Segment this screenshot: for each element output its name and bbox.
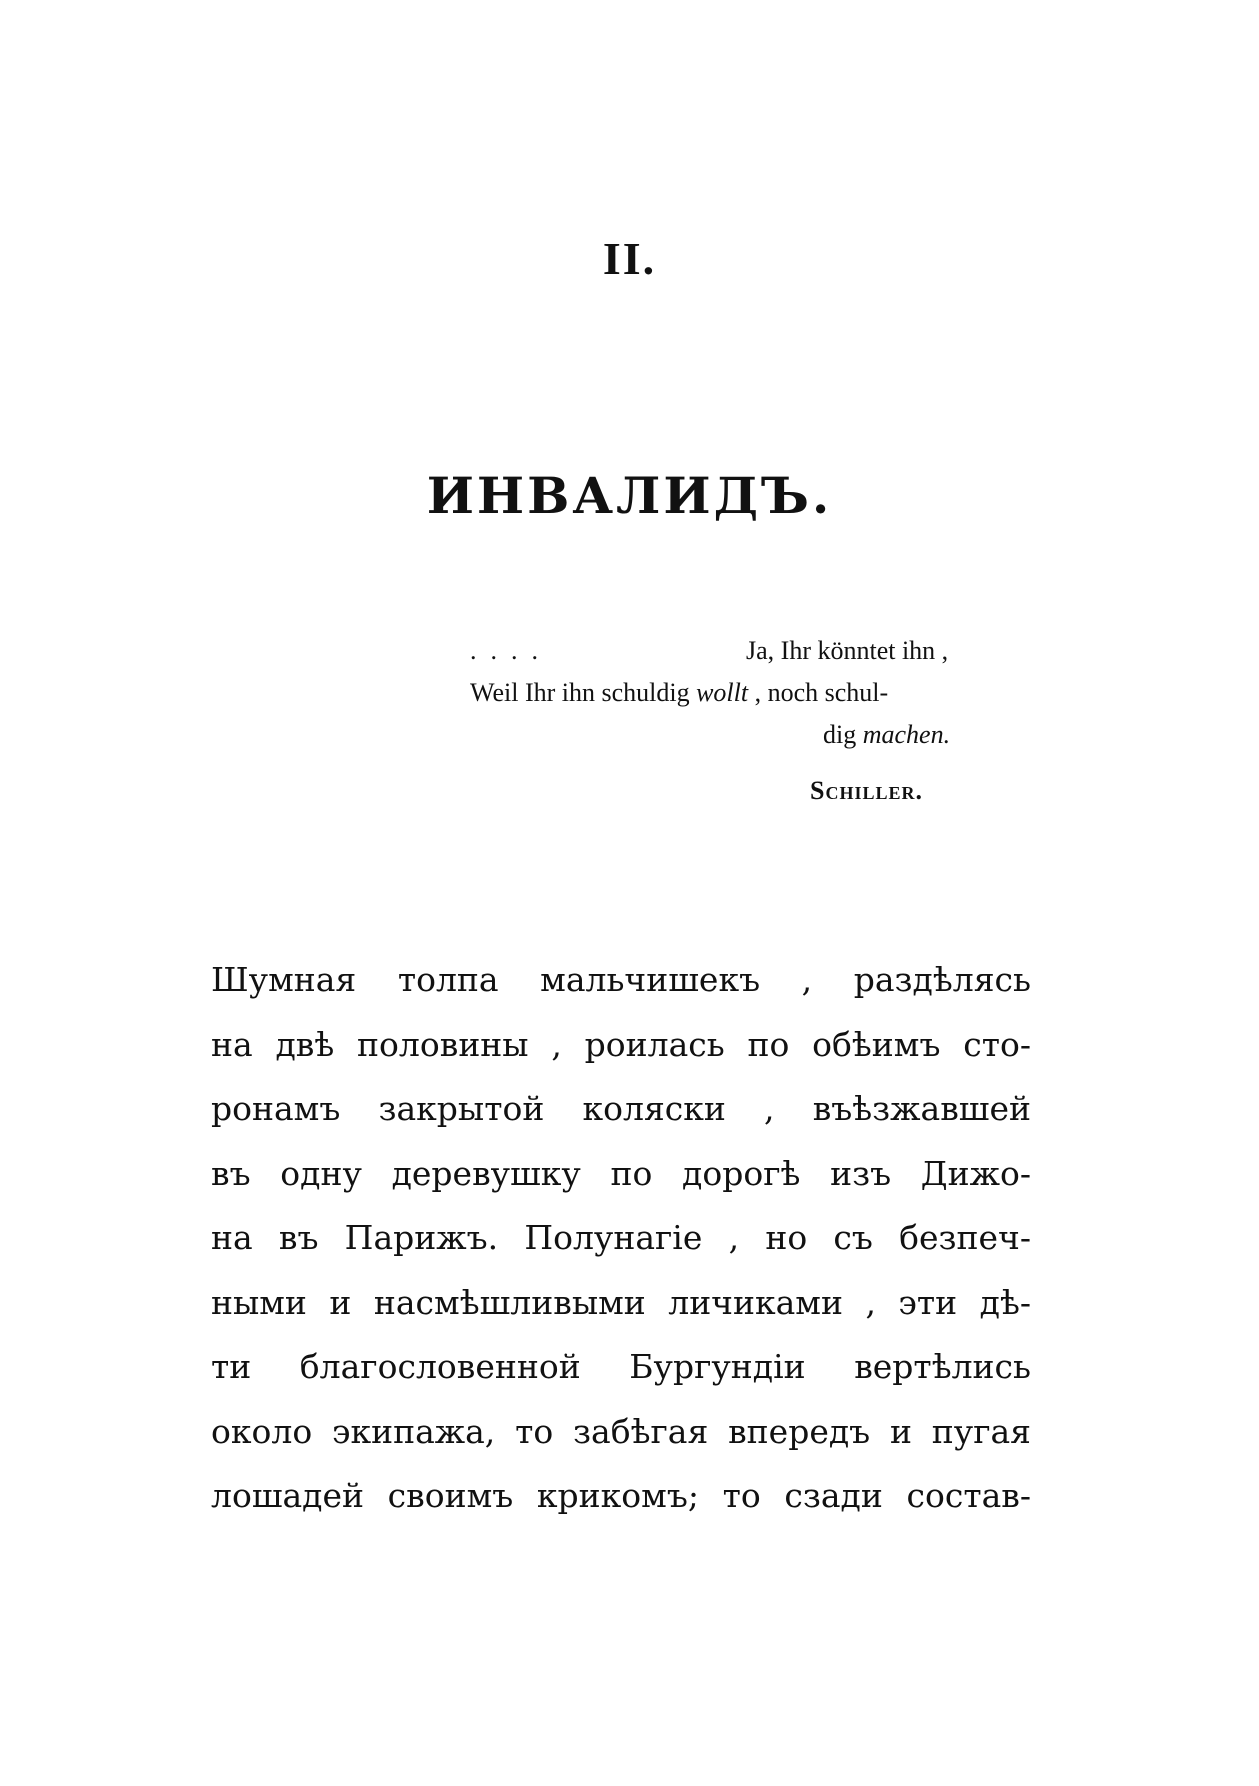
body-line: на двѣ половины , роилась по обѣимъ сто- <box>211 1024 1031 1064</box>
chapter-title: ИНВАЛИДЪ. <box>426 466 833 525</box>
body-line: около экипажа, то забѣгая впередъ и пугая <box>211 1411 1031 1451</box>
body-line: на въ Парижъ. Полунагіе , но съ безпеч- <box>211 1218 1031 1257</box>
epigraph-author-name: Schiller. <box>810 776 923 805</box>
epigraph-line-3-text <box>823 714 950 756</box>
epigraph <box>470 630 1050 812</box>
epigraph-line-2-emphasis: wollt <box>696 678 749 707</box>
chapter-number: II. <box>602 233 657 284</box>
body-paragraph <box>211 948 1031 1529</box>
body-line: лошадей своимъ крикомъ; то сзади состав- <box>211 1476 1031 1515</box>
epigraph-line-1 <box>470 630 1050 672</box>
epigraph-line-2-start: Weil Ihr ihn schuldig <box>470 678 697 707</box>
epigraph-line-2 <box>470 672 1050 714</box>
epigraph-line-3 <box>470 714 1050 756</box>
body-line: ронамъ закрытой коляски , въѣзжавшей <box>211 1089 1031 1128</box>
body-line: ными и насмѣшливыми личиками , эти дѣ- <box>211 1282 1031 1322</box>
epigraph-line-1-text: Ja, Ihr könntet ihn , <box>746 636 949 665</box>
epigraph-author <box>470 770 1050 812</box>
body-line: Шумная толпа мальчишекъ , раздѣлясь <box>211 960 1031 999</box>
epigraph-line-3-emphasis: machen. <box>862 720 951 749</box>
epigraph-line-2-text <box>470 672 888 714</box>
body-line: ти благословенной Бургундіи вертѣлись <box>211 1347 1031 1386</box>
body-line: въ одну деревушку по дорогѣ изъ Дижо- <box>211 1153 1031 1193</box>
epigraph-line-2-end: , noch schul- <box>748 678 889 707</box>
epigraph-ellipsis: .... <box>470 636 552 665</box>
epigraph-line-3-start: dig <box>823 720 863 749</box>
